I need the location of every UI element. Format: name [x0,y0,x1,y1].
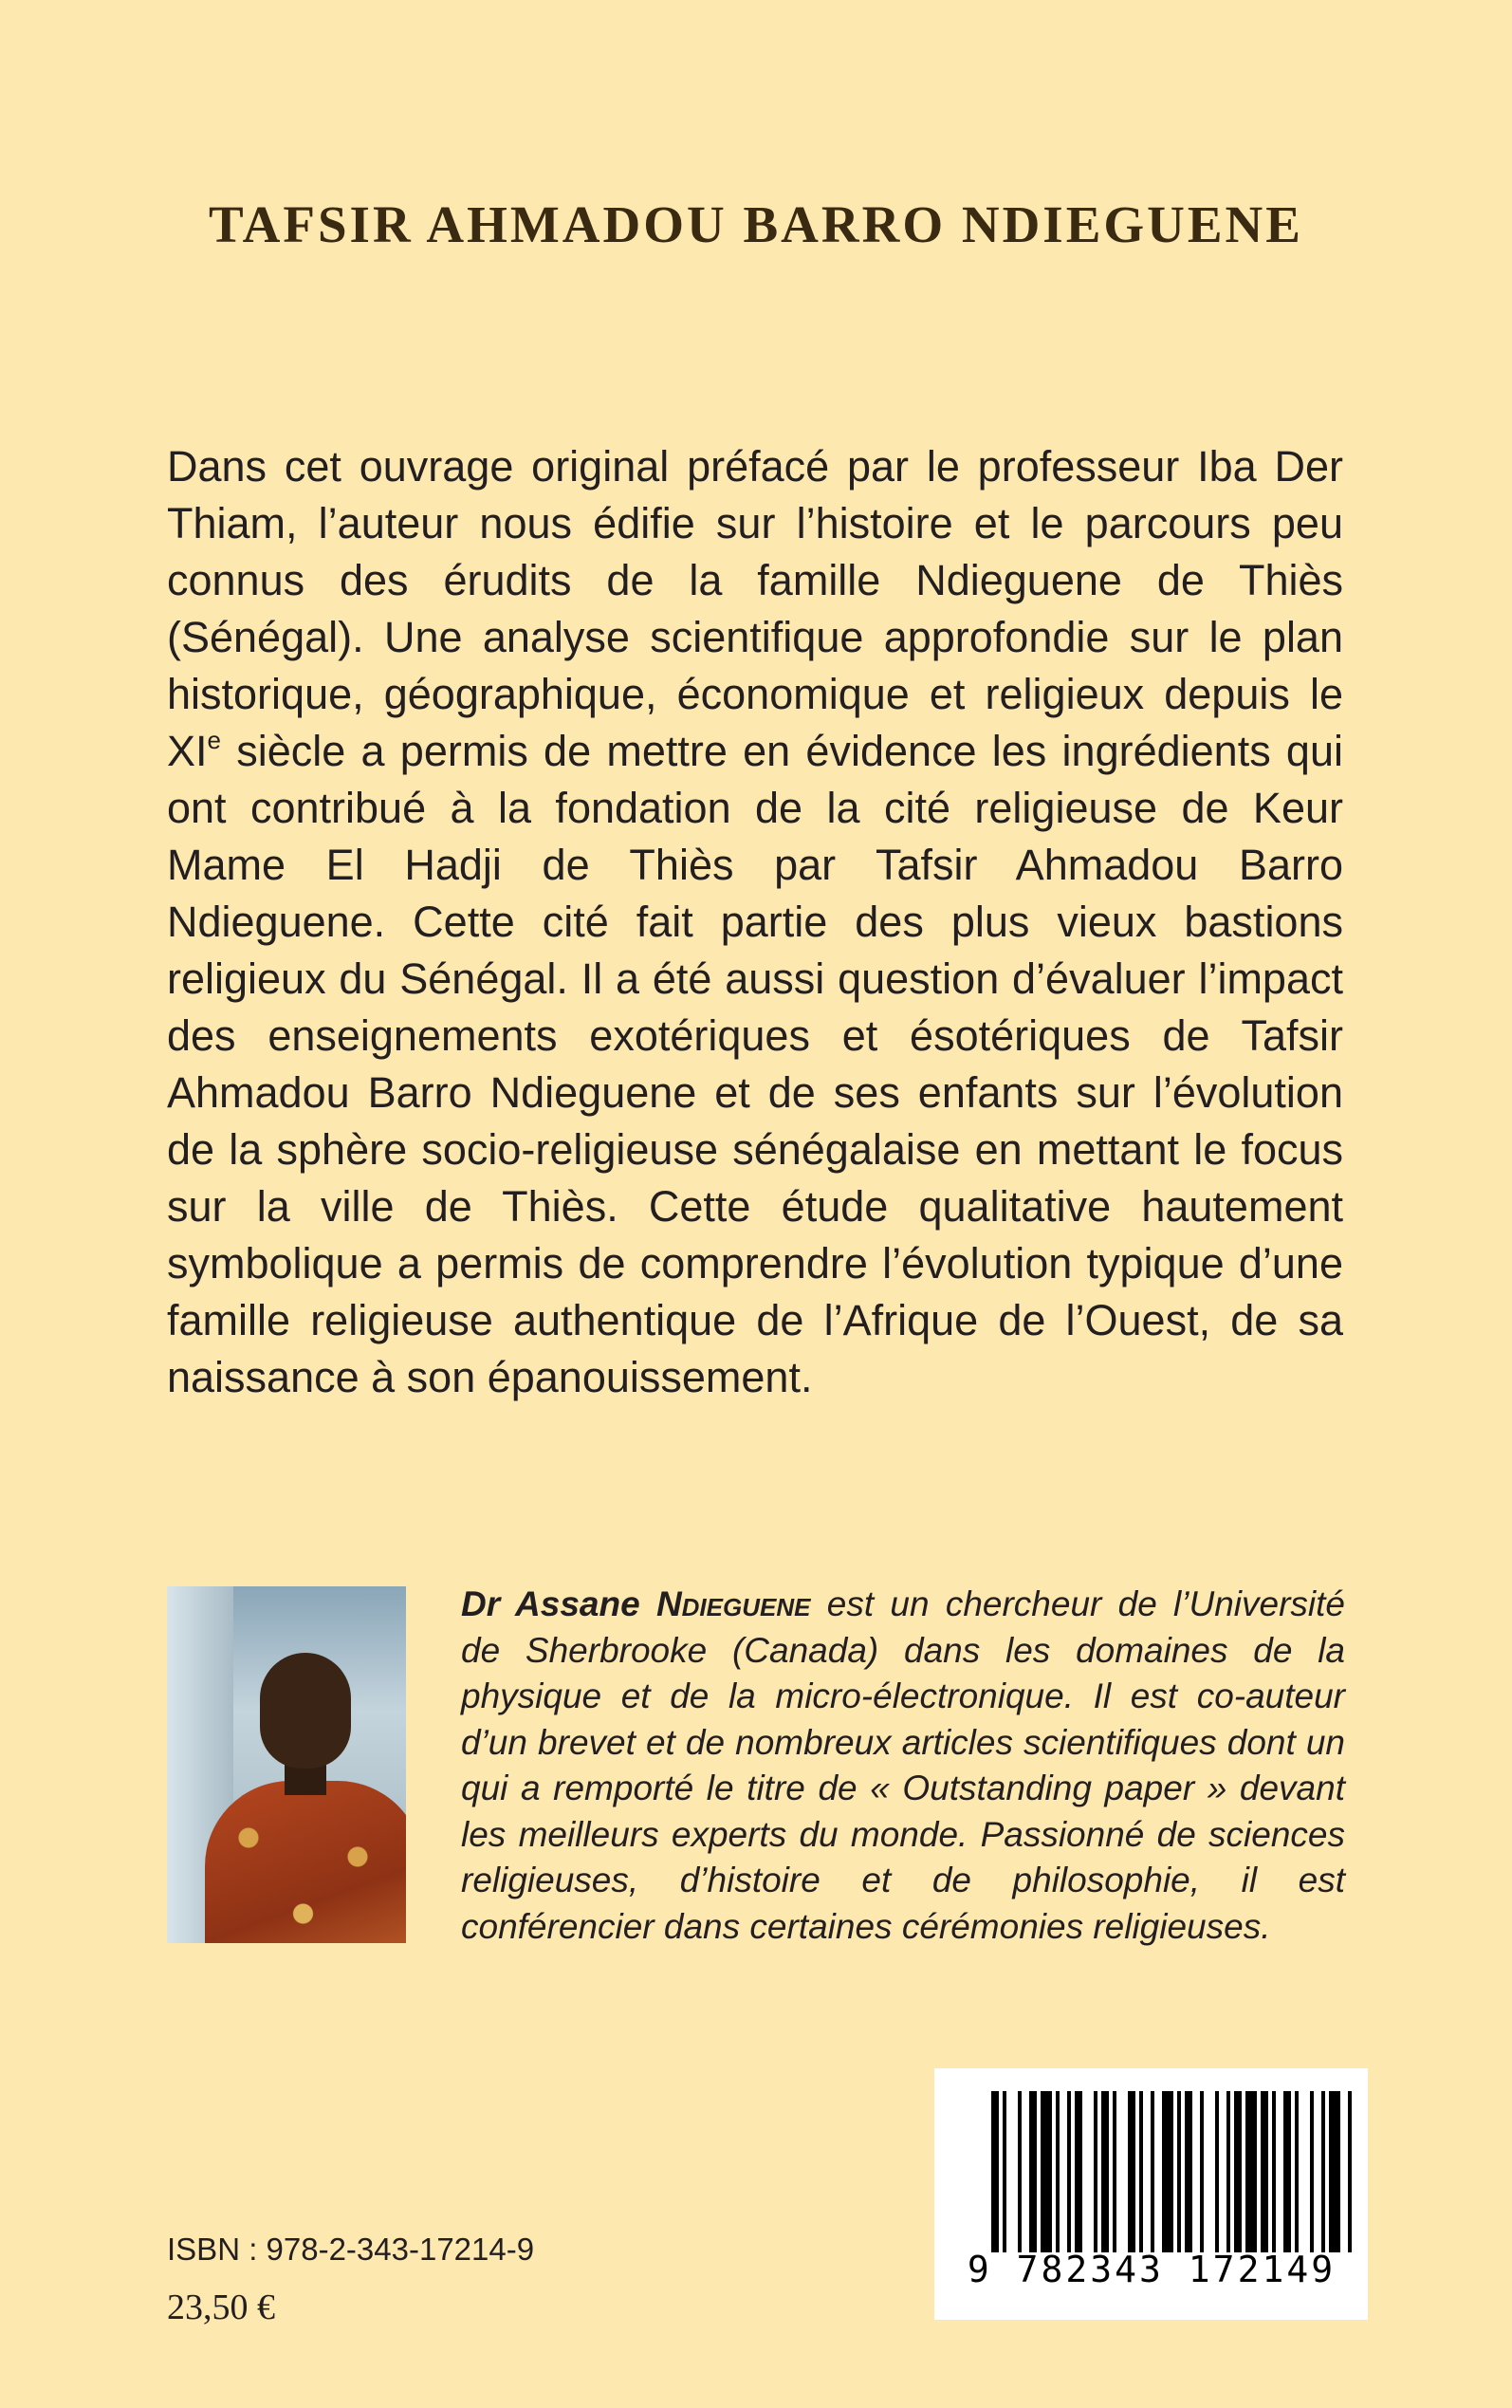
author-bio [461,1582,1345,1950]
barcode-bar [1185,2091,1192,2252]
barcode-bar [1321,2091,1325,2252]
barcode-bar [1139,2091,1143,2252]
barcode-bar [991,2091,999,2252]
barcode-bar [1094,2091,1097,2252]
barcode-bar [1128,2091,1135,2252]
summary-text-part-1: Dans cet ouvrage original préfacé par le professeur Iba Der Thiam, l’auteur nous édifie sur l’histoire et le parcours peu connus des érudits de la famille Ndieguene de Thiès (Sénégal). Une analyse scientifique approfondie sur le plan historique, géographique, économique et religieux depuis le XI [167,442,1343,775]
author-surname: Ndieguene [655,1584,811,1623]
barcode-bar [1101,2091,1109,2252]
barcode-bar [1003,2091,1006,2252]
author-bio-text: est un chercheur de l’Université de Sherbrooke (Canada) dans les domaines de la physique et de la micro-électronique. Il est co-auteur d’un brevet et de nombreux articles scientifiques dont un qui a remporté le titre de « Outstanding paper » devant les meilleurs experts du monde. Passionné de sciences religieuses, d’histoire et de philosophie, il est conférencier dans certaines cérémonies religieuses. [461,1584,1345,1946]
barcode-bar [1056,2091,1060,2252]
barcode-bar [1162,2091,1173,2252]
barcode-bar [1215,2091,1219,2252]
author-name-prefix: Dr Assane [461,1584,656,1623]
barcode-bar [1261,2091,1268,2252]
barcode-bar [1151,2091,1154,2252]
barcode-bar [1200,2091,1204,2252]
barcode-bar [1075,2091,1082,2252]
barcode-bar [1041,2091,1052,2252]
barcode-bar [1283,2091,1291,2252]
book-title: TAFSIR AHMADOU BARRO NDIEGUENE [209,195,1303,253]
author-photo [167,1586,406,1943]
barcode-bars [934,2068,1368,2258]
barcode-bar [1234,2091,1242,2252]
barcode-bar [1226,2091,1230,2252]
barcode-digits: 9 782343 172149 [967,2249,1337,2290]
barcode-bar [1245,2091,1257,2252]
book-summary [167,438,1343,1406]
barcode-bar [1067,2091,1071,2252]
photo-head [260,1653,351,1769]
barcode-bar [1348,2091,1352,2252]
author-name [461,1584,810,1623]
isbn: ISBN : 978-2-343-17214-9 [167,2232,535,2267]
barcode-bar [1018,2091,1022,2252]
barcode-bar [1113,2091,1116,2252]
barcode [934,2068,1368,2320]
photo-shirt [205,1781,406,1943]
price: 23,50 € [167,2288,275,2327]
barcode-bar [1310,2091,1314,2252]
barcode-bar [1329,2091,1340,2252]
century-superscript: e [207,726,221,754]
barcode-bar [1177,2091,1181,2252]
barcode-bar [1029,2091,1037,2252]
summary-text-part-2: siècle a permis de mettre en évidence les ingrédients qui ont contribué à la fondation de la cité religieuse de Keur Mame El Hadji de Thiès par Tafsir Ahmadou Barro Ndieguene. Cette cité fait partie des plus vieux bastions religieux du Sénégal. Il a été aussi question d’évaluer l’impact des enseignements exotériques et ésotériques de Tafsir Ahmadou Barro Ndieguene et de ses enfants sur l’évolution de la sphère socio-religieuse sénégalaise en mettant le focus sur la ville de Thiès. Cette étude qualitative hautement symbolique a permis de comprendre l’évolution typique d’une famille religieuse authentique de l’Afrique de l’Ouest, de sa naissance à son épanouissement. [167,727,1343,1401]
barcode-bar [1295,2091,1299,2252]
barcode-bar [1272,2091,1276,2252]
